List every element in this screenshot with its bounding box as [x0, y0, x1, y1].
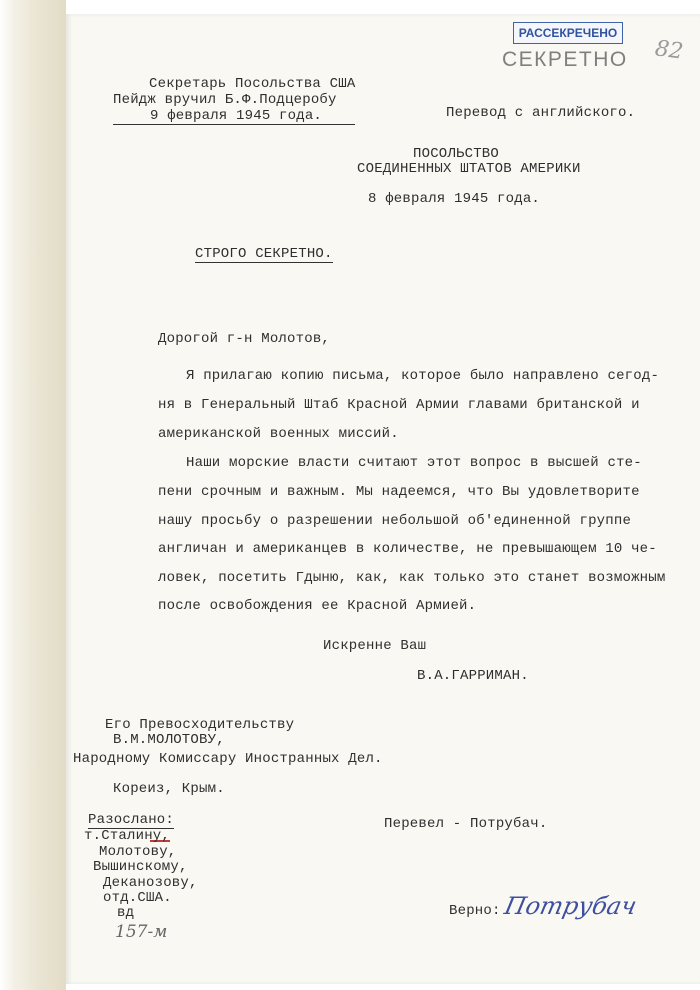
- body-line: ловек, посетить Гдыню, как, как только это станет возможным: [158, 570, 666, 586]
- distribution-recipient: Деканозову,: [103, 875, 198, 891]
- translation-note: Перевод с английского.: [446, 105, 636, 121]
- binding-edge: [0, 0, 66, 990]
- header-note-line1: Секретарь Посольства США: [149, 76, 356, 92]
- classification-heading: [195, 246, 333, 262]
- distribution-recipient: Молотову,: [99, 844, 177, 860]
- declassified-stamp: РАССЕКРЕЧЕНО: [513, 22, 623, 44]
- body-line: Наши морские власти считают этот вопрос в высшей сте-: [186, 455, 642, 471]
- distribution-recipient: вд: [117, 905, 135, 921]
- header-note-line2: Пейдж вручил Б.Ф.Подцеробу: [113, 92, 337, 108]
- signatory: В.А.ГАРРИМАН.: [417, 668, 529, 684]
- distribution-recipient: т.Сталину,: [84, 828, 171, 844]
- handwritten-code: 157-м: [115, 922, 168, 942]
- embassy-name-line1: ПОСОЛЬСТВО: [413, 146, 500, 162]
- addressee-line3: Народному Комиссару Иностранных Дел.: [73, 751, 383, 767]
- addressee-line4: Кореиз, Крым.: [113, 781, 225, 797]
- body-line: Я прилагаю копию письма, которое было направлено сегод-: [186, 368, 660, 384]
- translator-note: Перевел - Потрубач.: [384, 816, 548, 832]
- distribution-recipient: Вышинскому,: [93, 859, 188, 875]
- letter-date: 8 февраля 1945 года.: [368, 191, 541, 207]
- body-line: ня в Генеральный Штаб Красной Армии главами британской и: [158, 397, 640, 413]
- body-line: американской военных миссий.: [158, 426, 399, 442]
- distribution-label: [88, 812, 174, 828]
- folio-number: 82: [653, 36, 685, 65]
- closing: Искренне Ваш: [323, 638, 427, 654]
- addressee-line1: Его Превосходительству: [105, 717, 295, 733]
- distribution-label-text: Разослано:: [88, 812, 175, 828]
- body-line: англичан и американцев в количестве, не превышающем 10 че-: [158, 541, 657, 557]
- body-line: нашу просьбу о разрешении небольшой об'единенной группе: [158, 513, 632, 529]
- verified-signature: Потрубач: [502, 892, 640, 920]
- header-note-line3: 9 февраля 1945 года.: [113, 108, 355, 125]
- distribution-recipient: отд.США.: [103, 890, 172, 906]
- verified-label: Верно:: [449, 903, 501, 919]
- embassy-name-line2: СОЕДИНЕННЫХ ШТАТОВ АМЕРИКИ: [357, 161, 581, 177]
- secret-stamp: СЕКРЕТНО: [502, 48, 628, 71]
- classification-text: СТРОГО СЕКРЕТНО.: [195, 246, 333, 262]
- body-line: пени срочным и важным. Мы надеемся, что Вы удовлетворите: [158, 484, 640, 500]
- salutation: Дорогой г-н Молотов,: [158, 331, 331, 347]
- body-line: после освобождения ее Красной Армией.: [158, 598, 477, 614]
- addressee-line2: В.М.МОЛОТОВУ,: [113, 732, 225, 748]
